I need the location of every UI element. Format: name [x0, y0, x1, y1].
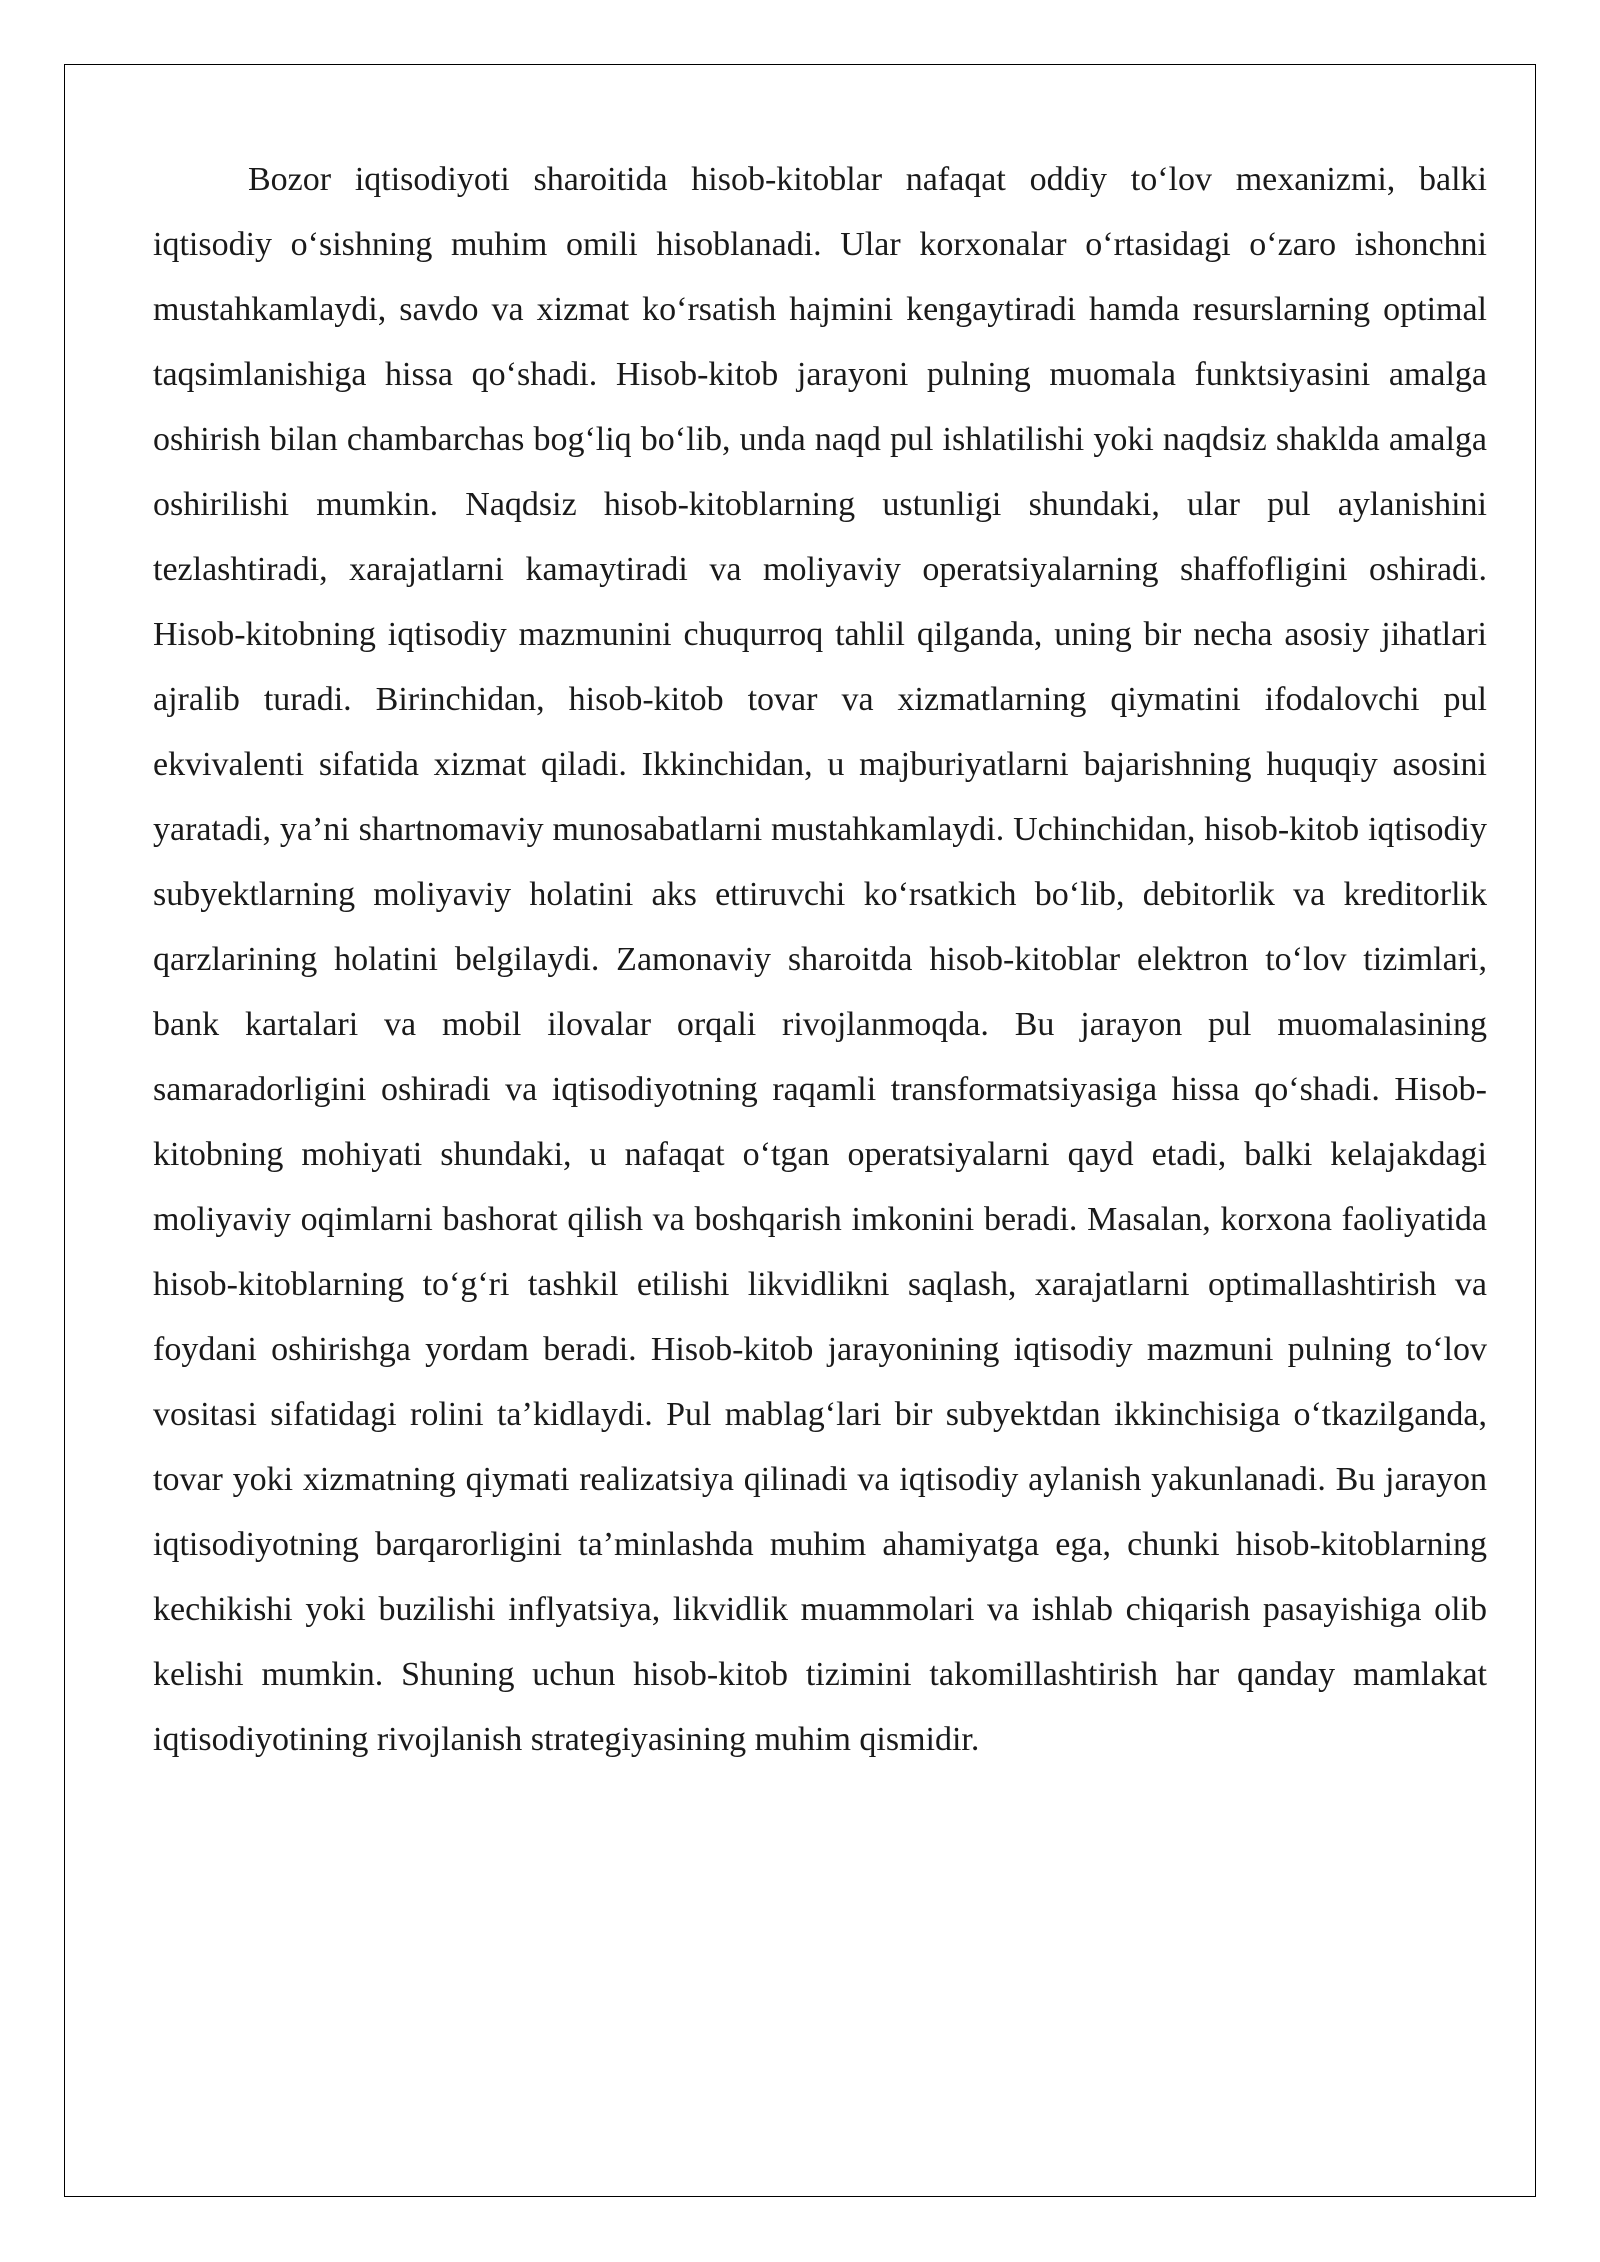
body-paragraph: Bozor iqtisodiyoti sharoitida hisob-kitoblar nafaqat oddiy to‘lov mexanizmi, balki iqtisodiy o‘sishning muhim omili hisoblanadi. Ular korxonalar o‘rtasidagi o‘zaro ishonchni mustahkamlaydi, savdo va xizmat ko‘rsatish hajmini kengaytiradi hamda resurslarning optimal taqsimlanishiga hissa qo‘shadi. Hisob-kitob jarayoni pulning muomala funktsiyasini amalga oshirish bilan chambarchas bog‘liq bo‘lib, unda naqd pul ishlatilishi yoki naqdsiz shaklda amalga oshirilishi mumkin. Naqdsiz hisob-kitoblarning ustunligi shundaki, ular pul aylanishini tezlashtiradi, xarajatlarni kamaytiradi va moliyaviy operatsiyalarning shaffofligini oshiradi. Hisob-kitobning iqtisodiy mazmunini chuqurroq tahlil qilganda, uning bir necha asosiy jihatlari ajralib turadi. Birinchidan, hisob-kitob tovar va xizmatlarning qiymatini ifodalovchi pul ekvivalenti sifatida xizmat qiladi. Ikkinchidan, u majburiyatlarni bajarishning huquqiy asosini yaratadi, ya’ni shartnomaviy munosabatlarni mustahkamlaydi. Uchinchidan, hisob-kitob iqtisodiy subyektlarning moliyaviy holatini aks ettiruvchi ko‘rsatkich bo‘lib, debitorlik va kreditorlik qarzlarining holatini belgilaydi. Zamonaviy sharoitda hisob-kitoblar elektron to‘lov tizimlari, bank kartalari va mobil ilovalar orqali rivojlanmoqda. Bu jarayon pul muomalasining samaradorligini oshiradi va iqtisodiyotning raqamli transformatsiyasiga hissa qo‘shadi. Hisob-kitobning mohiyati shundaki, u nafaqat o‘tgan operatsiyalarni qayd etadi, balki kelajakdagi moliyaviy oqimlarni bashorat qilish va boshqarish imkonini beradi. Masalan, korxona faoliyatida hisob-kitoblarning to‘g‘ri tashkil etilishi likvidlikni saqlash, xarajatlarni optimallashtirish va foydani oshirishga yordam beradi. Hisob-kitob jarayonining iqtisodiy mazmuni pulning to‘lov vositasi sifatidagi rolini ta’kidlaydi. Pul mablag‘lari bir subyektdan ikkinchisiga o‘tkazilganda, tovar yoki xizmatning qiymati realizatsiya qilinadi va iqtisodiy aylanish yakunlanadi. Bu jarayon iqtisodiyotning barqarorligini ta’minlashda muhim ahamiyatga ega, chunki hisob-kitoblarning kechikishi yoki buzilishi inflyatsiya, likvidlik muammolari va ishlab chiqarish pasayishiga olib kelishi mumkin. Shuning uchun hisob-kitob tizimini takomillashtirish har qanday mamlakat iqtisodiyotining rivojlanish strategiyasining muhim qismidir. — [153, 161, 1487, 1758]
